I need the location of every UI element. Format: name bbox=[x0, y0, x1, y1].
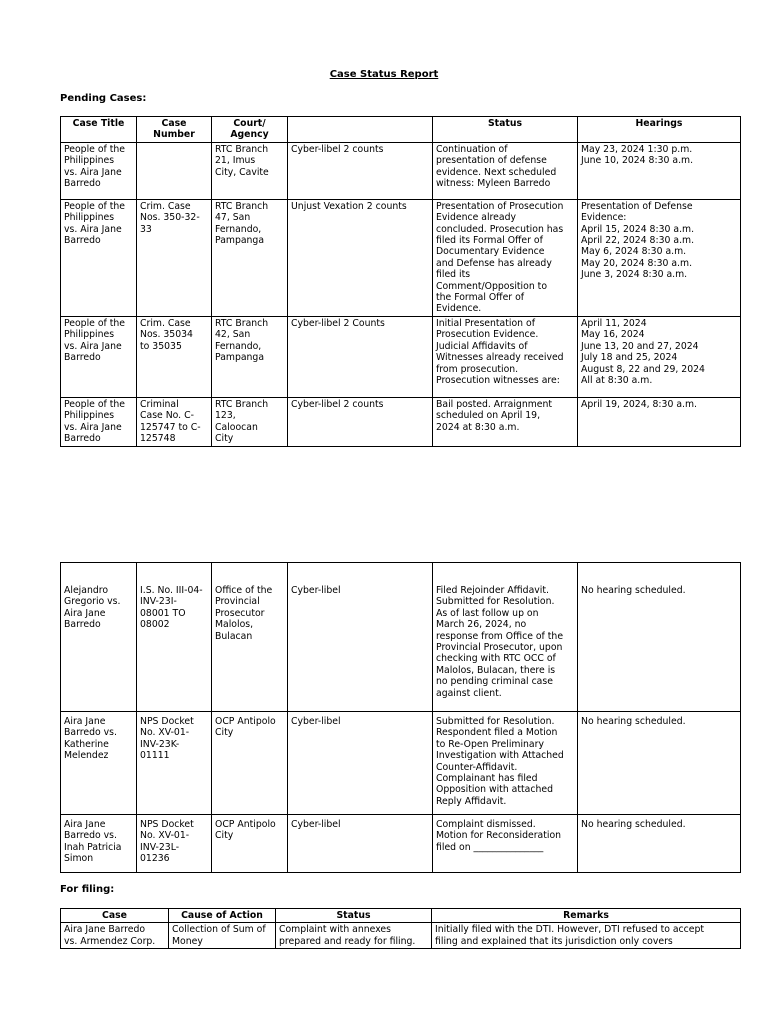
header-cause bbox=[288, 117, 433, 143]
table-row bbox=[61, 142, 741, 199]
cause-cell: Cyber-libel bbox=[288, 563, 433, 712]
court-cell: Office of the Provincial Prosecutor Malolos, Bulacan bbox=[212, 563, 288, 712]
cause-cell: Unjust Vexation 2 counts bbox=[288, 199, 433, 316]
table-row bbox=[61, 397, 741, 446]
table-row bbox=[61, 316, 741, 397]
table-row bbox=[61, 923, 741, 949]
court-cell: OCP Antipolo City bbox=[212, 712, 288, 815]
case-number-cell: I.S. No. III-04- INV-23I- 08001 TO 08002 bbox=[137, 563, 212, 712]
header-status: Status bbox=[433, 117, 578, 143]
table-row bbox=[61, 712, 741, 815]
table-header-row bbox=[61, 909, 741, 923]
status-cell: Bail posted. Arraignment scheduled on April 19, 2024 at 8:30 a.m. bbox=[433, 397, 578, 446]
header-case-number: Case Number bbox=[137, 117, 212, 143]
status-cell: Complaint dismissed. Motion for Reconsideration filed on _______________ bbox=[433, 815, 578, 873]
cause-cell: Cyber-libel 2 counts bbox=[288, 397, 433, 446]
status-cell: Continuation of presentation of defense evidence. Next scheduled witness: Myleen Barredo bbox=[433, 142, 578, 199]
status-cell: Submitted for Resolution. Respondent filed a Motion to Re-Open Preliminary Investigation with Attached Counter-Affidavit. Complainant has filed Opposition with attached Reply Affidavit. bbox=[433, 712, 578, 815]
status-cell: Initial Presentation of Prosecution Evidence. Judicial Affidavits of Witnesses already received from prosecution. Prosecution witnesses are: bbox=[433, 316, 578, 397]
court-cell: RTC Branch 47, San Fernando, Pampanga bbox=[212, 199, 288, 316]
table-row bbox=[61, 199, 741, 316]
hearings-cell: No hearing scheduled. bbox=[578, 712, 741, 815]
header-cause-of-action: Cause of Action bbox=[169, 909, 276, 923]
header-filing-status: Status bbox=[276, 909, 432, 923]
for-filing-table bbox=[60, 908, 741, 949]
case-title-cell: Aira Jane Barredo vs. Katherine Melendez bbox=[61, 712, 137, 815]
hearings-cell: April 11, 2024 May 16, 2024 June 13, 20 and 27, 2024 July 18 and 25, 2024 August 8, 22 and 29, 2024 All at 8:30 a.m. bbox=[578, 316, 741, 397]
header-remarks: Remarks bbox=[432, 909, 741, 923]
table-header-row bbox=[61, 117, 741, 143]
court-cell: RTC Branch 123, Caloocan City bbox=[212, 397, 288, 446]
status-cell: Filed Rejoinder Affidavit. Submitted for Resolution. As of last follow up on March 26, 2024, no response from Office of the Provincial Prosecutor, upon checking with RTC OCC of Malolos, Bulacan, there is no pending criminal case against client. bbox=[433, 563, 578, 712]
header-case: Case bbox=[61, 909, 169, 923]
cause-cell: Cyber-libel bbox=[288, 712, 433, 815]
hearings-cell: May 23, 2024 1:30 p.m. June 10, 2024 8:30 a.m. bbox=[578, 142, 741, 199]
pending-cases-heading: Pending Cases: bbox=[60, 93, 147, 104]
filing-case-cell: Aira Jane Barredo vs. Armendez Corp. bbox=[61, 923, 169, 949]
pending-cases-table-continued bbox=[60, 562, 741, 873]
table-row bbox=[61, 815, 741, 873]
pending-cases-table bbox=[60, 116, 741, 447]
court-cell: RTC Branch 21, Imus City, Cavite bbox=[212, 142, 288, 199]
case-number-cell: Crim. Case Nos. 35034 to 35035 bbox=[137, 316, 212, 397]
cause-cell: Cyber-libel bbox=[288, 815, 433, 873]
case-title-cell: People of the Philippines vs. Aira Jane Barredo bbox=[61, 316, 137, 397]
case-title-cell: People of the Philippines vs. Aira Jane Barredo bbox=[61, 397, 137, 446]
filing-status-cell: Complaint with annexes prepared and ready for filing. bbox=[276, 923, 432, 949]
header-case-title: Case Title bbox=[61, 117, 137, 143]
court-cell: OCP Antipolo City bbox=[212, 815, 288, 873]
court-cell: RTC Branch 42, San Fernando, Pampanga bbox=[212, 316, 288, 397]
hearings-cell: Presentation of Defense Evidence: April 15, 2024 8:30 a.m. April 22, 2024 8:30 a.m. May 6, 2024 8:30 a.m. May 20, 2024 8:30 a.m. June 3, 2024 8:30 a.m. bbox=[578, 199, 741, 316]
for-filing-heading: For filing: bbox=[60, 884, 115, 895]
case-title-cell: Alejandro Gregorio vs. Aira Jane Barredo bbox=[61, 563, 137, 712]
case-title-cell: People of the Philippines vs. Aira Jane Barredo bbox=[61, 142, 137, 199]
page-title: Case Status Report bbox=[329, 69, 439, 80]
header-court-agency: Court/ Agency bbox=[212, 117, 288, 143]
table-row bbox=[61, 563, 741, 712]
case-number-cell: NPS Docket No. XV-01- INV-23L- 01236 bbox=[137, 815, 212, 873]
case-number-cell: NPS Docket No. XV-01- INV-23K- 01111 bbox=[137, 712, 212, 815]
status-cell: Presentation of Prosecution Evidence already concluded. Prosecution has filed its Formal Offer of Documentary Evidence and Defense has already filed its Comment/Opposition to the Formal Offer of Evidence. bbox=[433, 199, 578, 316]
hearings-cell: No hearing scheduled. bbox=[578, 815, 741, 873]
cause-cell: Cyber-libel 2 counts bbox=[288, 142, 433, 199]
header-hearings: Hearings bbox=[578, 117, 741, 143]
case-number-cell: Crim. Case Nos. 350-32- 33 bbox=[137, 199, 212, 316]
filing-cause-cell: Collection of Sum of Money bbox=[169, 923, 276, 949]
hearings-cell: April 19, 2024, 8:30 a.m. bbox=[578, 397, 741, 446]
case-number-cell: Criminal Case No. C- 125747 to C- 125748 bbox=[137, 397, 212, 446]
filing-remarks-cell: Initially filed with the DTI. However, DTI refused to accept filing and explained that its jurisdiction only covers bbox=[432, 923, 741, 949]
cause-cell: Cyber-libel 2 Counts bbox=[288, 316, 433, 397]
case-title-cell: Aira Jane Barredo vs. Inah Patricia Simon bbox=[61, 815, 137, 873]
case-number-cell bbox=[137, 142, 212, 199]
case-title-cell: People of the Philippines vs. Aira Jane Barredo bbox=[61, 199, 137, 316]
hearings-cell: No hearing scheduled. bbox=[578, 563, 741, 712]
